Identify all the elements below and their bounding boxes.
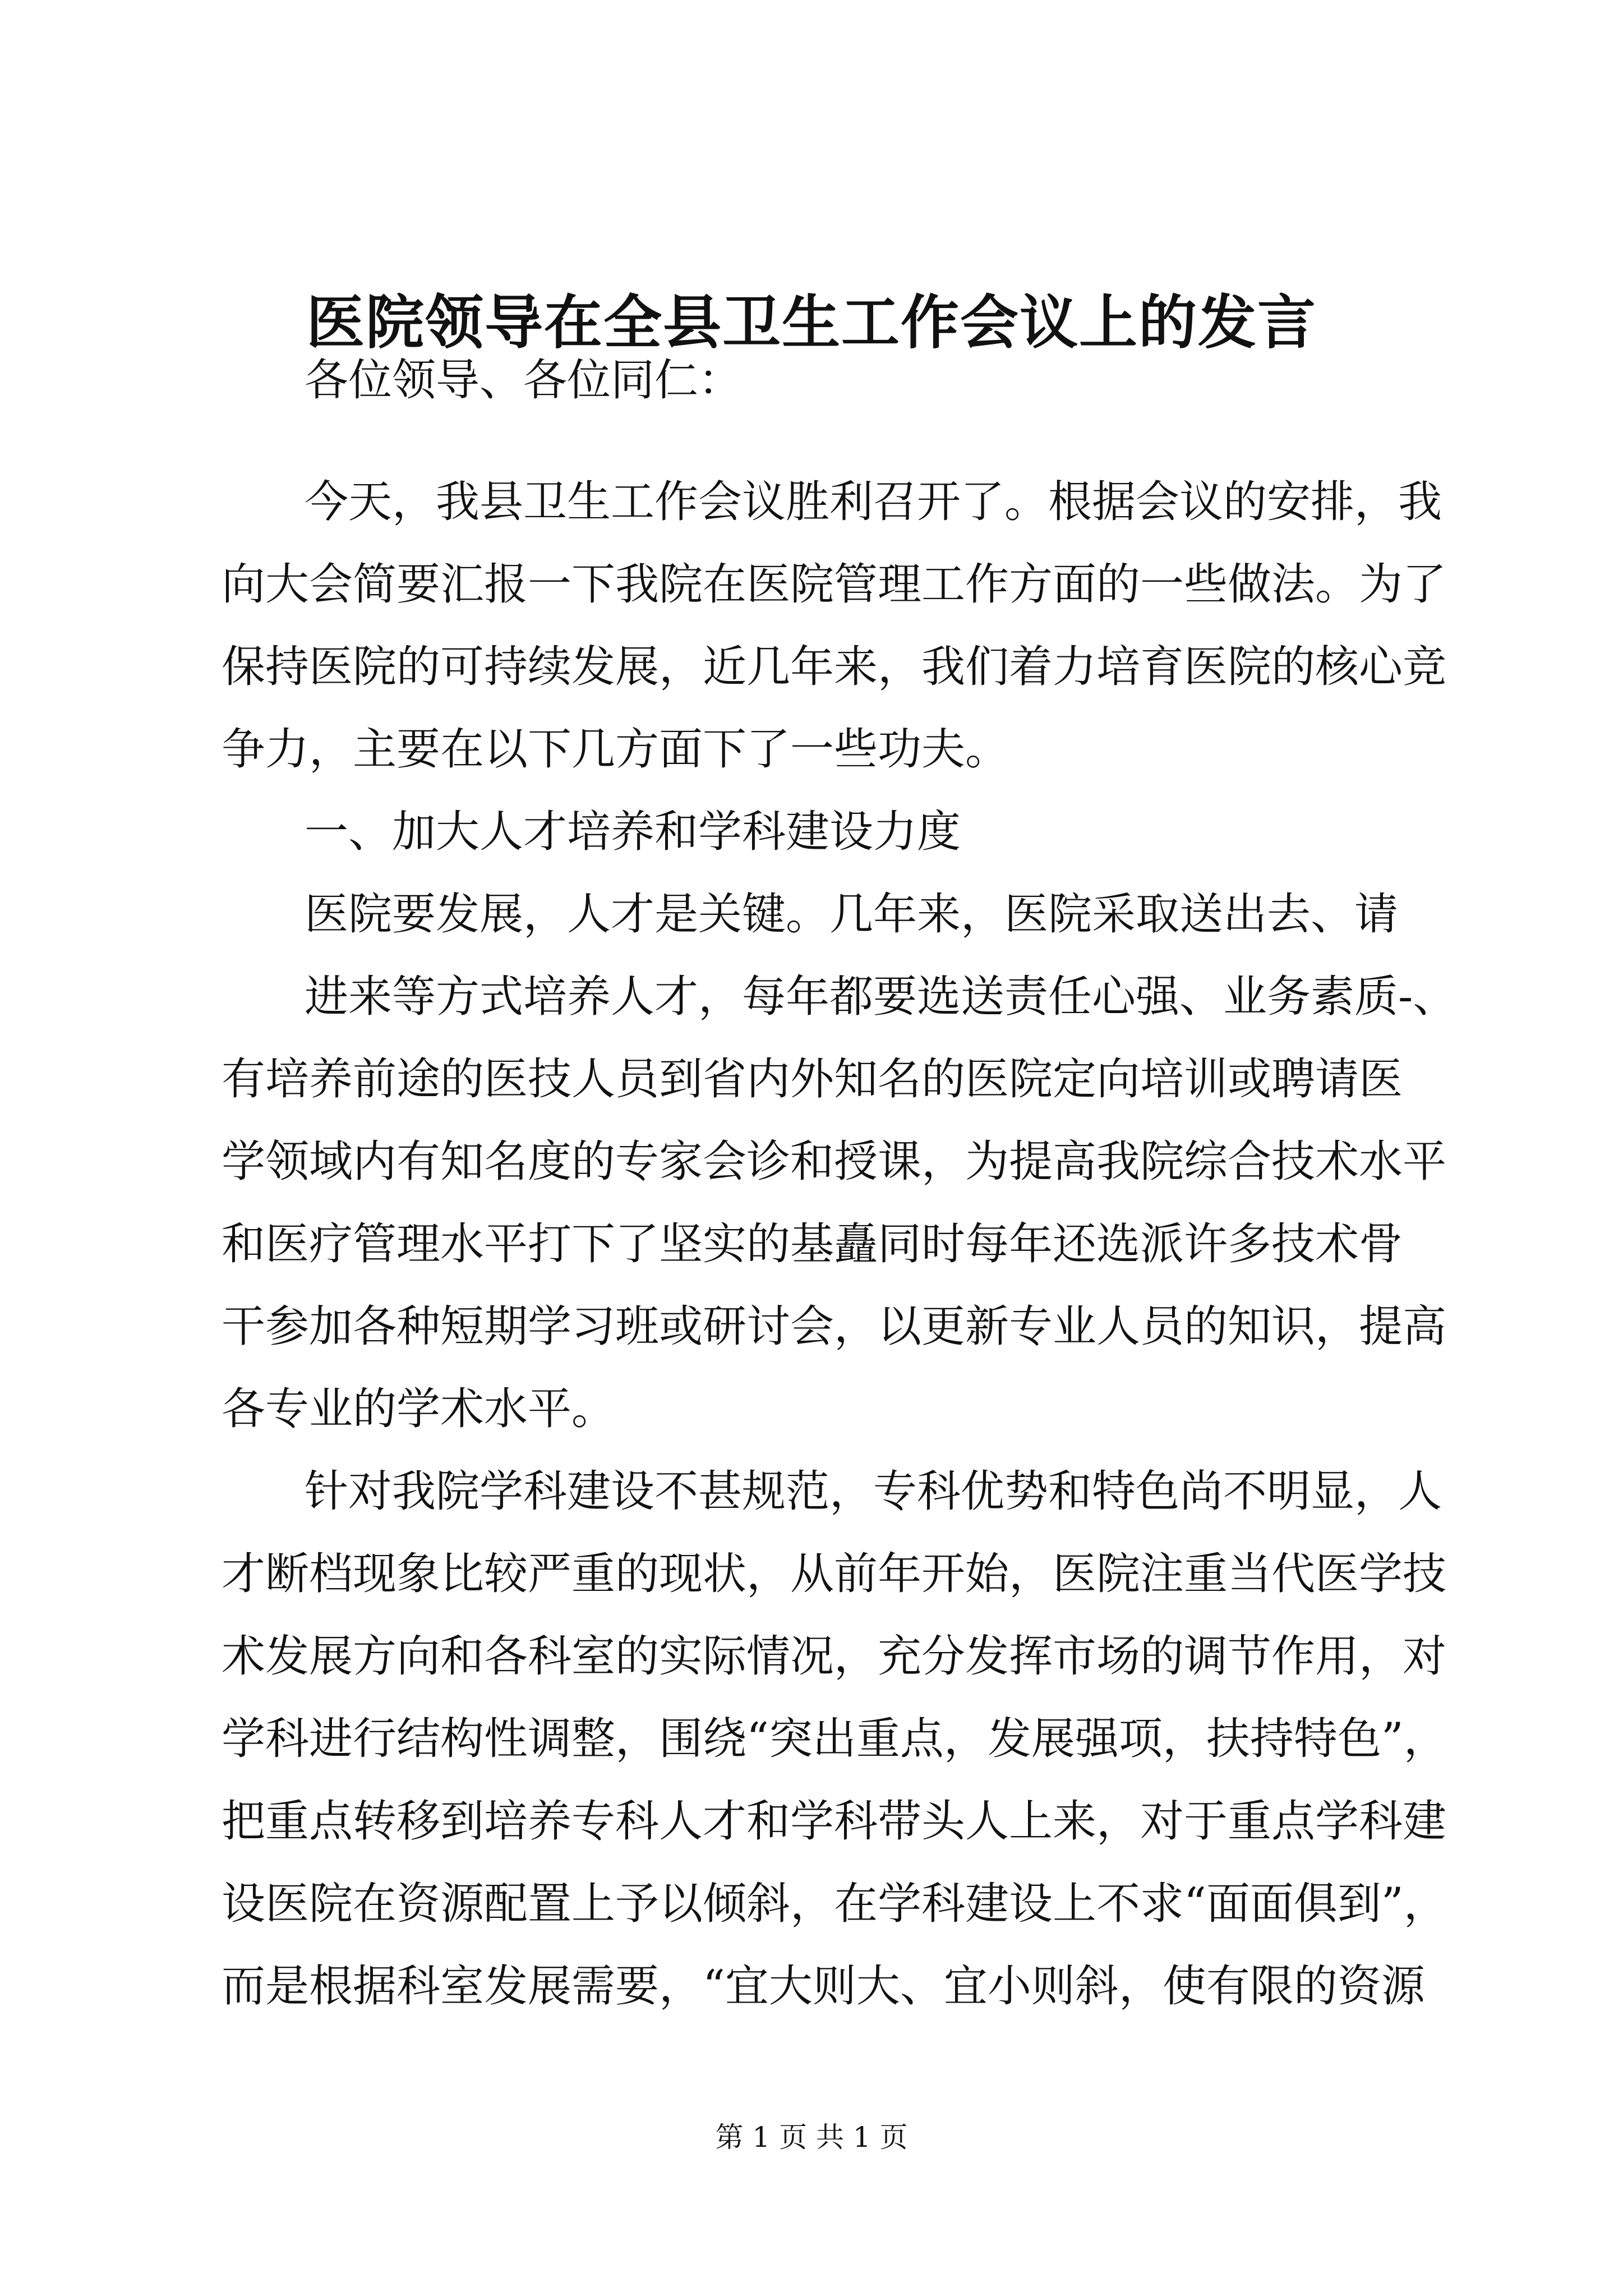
body-line: 把重点转移到培养专科人才和学科带头人上来，对于重点学科建 [222,1796,1447,1847]
body-line: 设医院在资源配置上予以倾斜，在学科建设上不求“面面俱到”， [222,1879,1447,1929]
body-line: 才断档现象比较严重的现状，从前年开始，医院注重当代医学技 [222,1549,1447,1599]
body-line: 而是根据科室发展需要，“宜大则大、宜小则斜，使有限的资源 [222,1961,1425,2012]
body-line: 今天，我县卫生工作会议胜利召开了。根据会议的安排，我 [305,477,1442,527]
body-line: 争力，主要在以下几方面下了一些功夫。 [222,724,1009,775]
body-line: 和医疗管理水平打下了坚实的基矗同时每年还选派许多技术骨 [222,1219,1403,1269]
body-line: 保持医院的可持续发展，近几年来，我们着力培育医院的核心竞 [222,642,1447,692]
body-line: 术发展方向和各科室的实际情况，充分发挥市场的调节作用，对 [222,1631,1447,1682]
body-line: 学领域内有知名度的专家会诊和授课，为提高我院综合技术水平 [222,1137,1447,1187]
page-number: 第 1 页 共 1 页 [715,2121,908,2154]
salutation-line: 各位领导、各位同仁： [305,355,743,406]
body-line: 学科进行结构性调整，围绕“突出重点，发展强项，扶持特色”， [222,1714,1447,1764]
body-line: 干参加各种短期学习班或研讨会，以更新专业人员的知识，提高 [222,1301,1447,1352]
body-line: 向大会简要汇报一下我院在医院管理工作方面的一些做法。为了 [222,559,1447,610]
body-line: 有培养前途的医技人员到省内外知名的医院定向培训或聘请医 [222,1054,1403,1105]
body-line: 进来等方式培养人才，每年都要选送责任心强、业务素质-、 [305,972,1457,1022]
body-line: 医院要发展，人才是关键。几年来，医院采取送出去、请 [305,889,1399,940]
section-heading: 一、加大人才培养和学科建设力度 [305,807,961,857]
body-line: 各专业的学术水平。 [222,1384,616,1434]
body-line: 针对我院学科建设不甚规范，专科优势和特色尚不明显，人 [305,1466,1442,1517]
document-title: 医院领导在全县卫生工作会议上的发言 [306,288,1317,357]
